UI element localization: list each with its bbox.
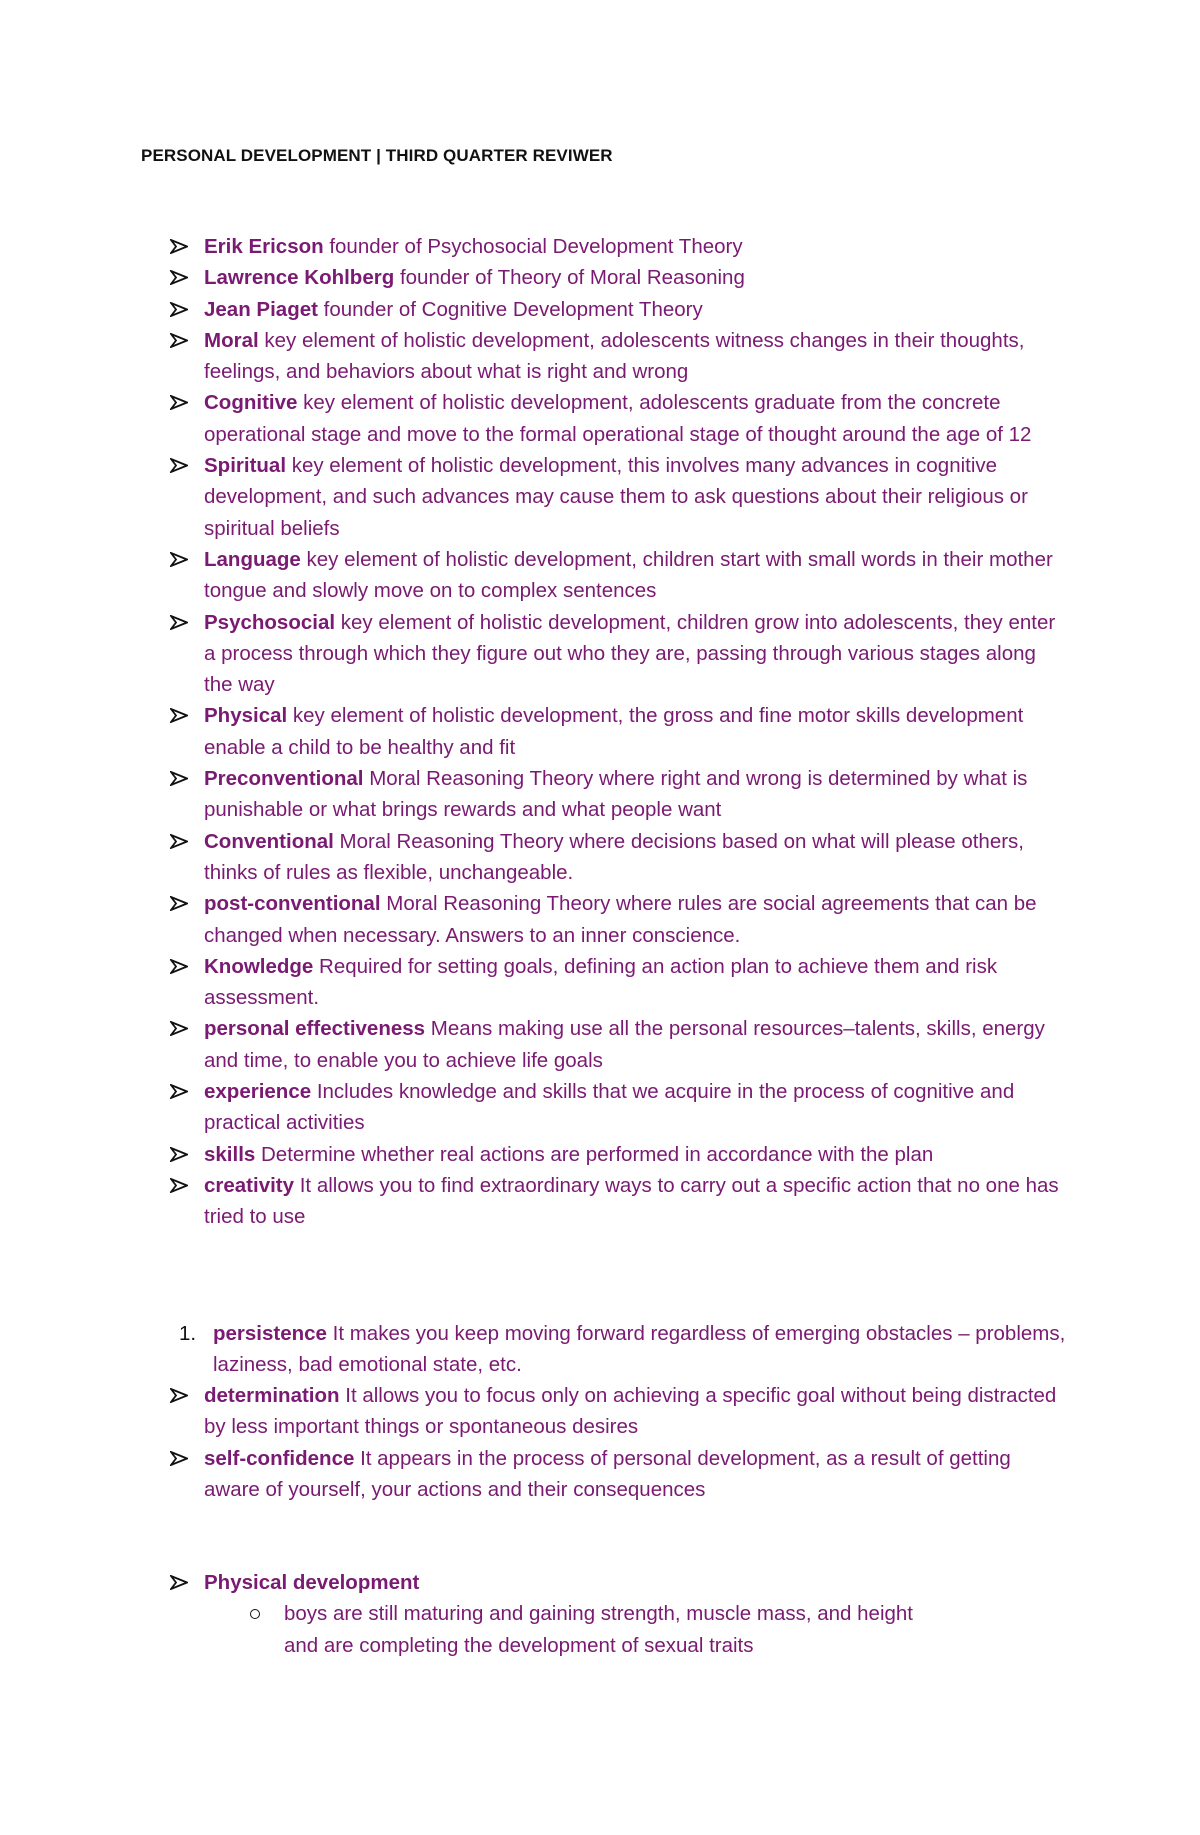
- arrow-bullet-icon: [170, 325, 192, 356]
- item-term: Lawrence Kohlberg: [204, 266, 395, 290]
- item-term: post-conventional: [204, 892, 381, 916]
- physical-development-list: [0, 1567, 1200, 1661]
- item-term: Preconventional: [204, 767, 364, 791]
- arrow-bullet-icon: [170, 1170, 192, 1201]
- item-description: It appears in the process of personal development, as a result of getting aware of yourself, your actions and their consequences: [204, 1446, 1011, 1501]
- list-item: [0, 607, 1200, 701]
- item-description: key element of holistic development, the gross and fine motor skills development enable a child to be healthy and fit: [204, 704, 1024, 759]
- list-item: [0, 231, 1200, 262]
- item-term: Moral: [204, 328, 259, 352]
- item-term: self-confidence: [204, 1446, 355, 1470]
- item-term: Psychosocial: [204, 610, 336, 634]
- item-term: Physical: [204, 704, 288, 728]
- item-term: determination: [204, 1384, 340, 1407]
- item-description: key element of holistic development, this involves many advances in cognitive development, and such advances may cause them to ask questions about their religious or spiritual beliefs: [204, 454, 1028, 540]
- arrow-bullet-icon: [170, 826, 192, 857]
- item-description: founder of Cognitive Development Theory: [317, 297, 703, 321]
- item-term: creativity: [204, 1173, 295, 1197]
- item-term: experience: [204, 1080, 312, 1104]
- list-item-physical-development: [0, 1567, 1200, 1661]
- item-description: Required for setting goals, defining an action plan to achieve them and risk assessment.: [204, 954, 998, 1010]
- item-term: persistence: [213, 1322, 327, 1345]
- definition-list: [0, 231, 1200, 1233]
- item-description: Means making use all the personal resources–talents, skills, energy and time, to enable you to achieve life goals: [204, 1017, 1045, 1072]
- item-term: Erik Ericson: [204, 235, 324, 258]
- list-item: [0, 262, 1200, 293]
- numbered-list: [0, 1318, 1200, 1381]
- item-term: Jean Piaget: [204, 297, 318, 321]
- list-item: [0, 1380, 1200, 1443]
- list-item: [0, 888, 1200, 951]
- arrow-bullet-icon: [170, 1567, 192, 1598]
- item-description: key element of holistic development, adolescents graduate from the concrete operational stage and move to the formal operational stage of thought around the age of 12: [204, 391, 1032, 446]
- document-title: PERSONAL DEVELOPMENT | THIRD QUARTER REVIWER: [141, 146, 613, 165]
- arrow-bullet-icon: [170, 231, 192, 262]
- item-description: It allows you to find extraordinary ways to carry out a specific action that no one has tried to use: [204, 1173, 1059, 1229]
- list-item: [0, 1170, 1200, 1233]
- arrow-bullet-icon: [170, 1443, 192, 1474]
- item-term: Cognitive: [204, 391, 298, 415]
- arrow-bullet-icon: [170, 607, 192, 638]
- list-item: [0, 544, 1200, 607]
- list-item: [0, 826, 1200, 889]
- item-description: founder of Psychosocial Development Theory: [323, 235, 743, 258]
- item-description: Includes knowledge and skills that we acquire in the process of cognitive and practical activities: [204, 1080, 1015, 1135]
- item-description: Moral Reasoning Theory where rules are social agreements that can be changed when necessary. Answers to an inner conscience.: [204, 892, 1037, 947]
- list-item: [0, 325, 1200, 388]
- item-description: Moral Reasoning Theory where decisions based on what will please others, thinks of rules as flexible, unchangeable.: [204, 829, 1025, 884]
- list-item: [0, 1013, 1200, 1076]
- list-item: [0, 1076, 1200, 1139]
- item-description: It allows you to focus only on achieving a specific goal without being distracted by less important things or spontaneous desires: [204, 1384, 1057, 1439]
- item-term: Spiritual: [204, 454, 287, 478]
- item-term: skills: [204, 1142, 256, 1166]
- sub-list: [204, 1598, 1070, 1661]
- item-term: Conventional: [204, 829, 334, 853]
- arrow-bullet-icon: [170, 387, 192, 418]
- list-item: [0, 1139, 1200, 1170]
- arrow-bullet-icon: [170, 544, 192, 575]
- item-description: Determine whether real actions are performed in accordance with the plan: [255, 1142, 934, 1166]
- arrow-bullet-icon: [170, 700, 192, 731]
- list-item: [0, 387, 1200, 450]
- item-term: personal effectiveness: [204, 1017, 426, 1041]
- arrow-bullet-icon: [170, 262, 192, 293]
- item-description: founder of Theory of Moral Reasoning: [394, 266, 745, 290]
- arrow-bullet-icon: [170, 1139, 192, 1170]
- item-term: Physical development: [204, 1571, 420, 1594]
- list-item: [0, 700, 1200, 763]
- definition-list-2: [0, 1380, 1200, 1505]
- item-description: key element of holistic development, adolescents witness changes in their thoughts, feelings, and behaviors about what is right and wrong: [204, 328, 1025, 384]
- sub-list-item: [0, 1598, 1070, 1661]
- arrow-bullet-icon: [170, 1380, 192, 1411]
- circle-bullet-icon: [250, 1609, 260, 1619]
- arrow-bullet-icon: [170, 763, 192, 794]
- arrow-bullet-icon: [170, 888, 192, 919]
- item-term: Language: [204, 547, 301, 571]
- list-item: [0, 1443, 1200, 1506]
- arrow-bullet-icon: [170, 1013, 192, 1044]
- list-item: [0, 951, 1200, 1014]
- item-description: key element of holistic development, children grow into adolescents, they enter a process through which they figure out who they are, passing through various stages along the way: [204, 610, 1056, 697]
- list-item-persistence: [0, 1318, 1200, 1381]
- sub-item-text: boys are still maturing and gaining strength, muscle mass, and height and are completing the development of sexual traits: [284, 1602, 914, 1657]
- arrow-bullet-icon: [170, 450, 192, 481]
- list-item: [0, 450, 1200, 544]
- list-item: [0, 763, 1200, 826]
- list-number: 1.: [179, 1322, 197, 1345]
- item-description: Moral Reasoning Theory where right and wrong is determined by what is punishable or what brings rewards and what people want: [204, 767, 1028, 822]
- arrow-bullet-icon: [170, 951, 192, 982]
- arrow-bullet-icon: [170, 1076, 192, 1107]
- item-description: key element of holistic development, children start with small words in their mother tongue and slowly move on to complex sentences: [204, 547, 1053, 603]
- item-description: It makes you keep moving forward regardless of emerging obstacles – problems, laziness, bad emotional state, etc.: [213, 1322, 1066, 1377]
- arrow-bullet-icon: [170, 294, 192, 325]
- item-term: Knowledge: [204, 954, 314, 978]
- list-item: [0, 294, 1200, 325]
